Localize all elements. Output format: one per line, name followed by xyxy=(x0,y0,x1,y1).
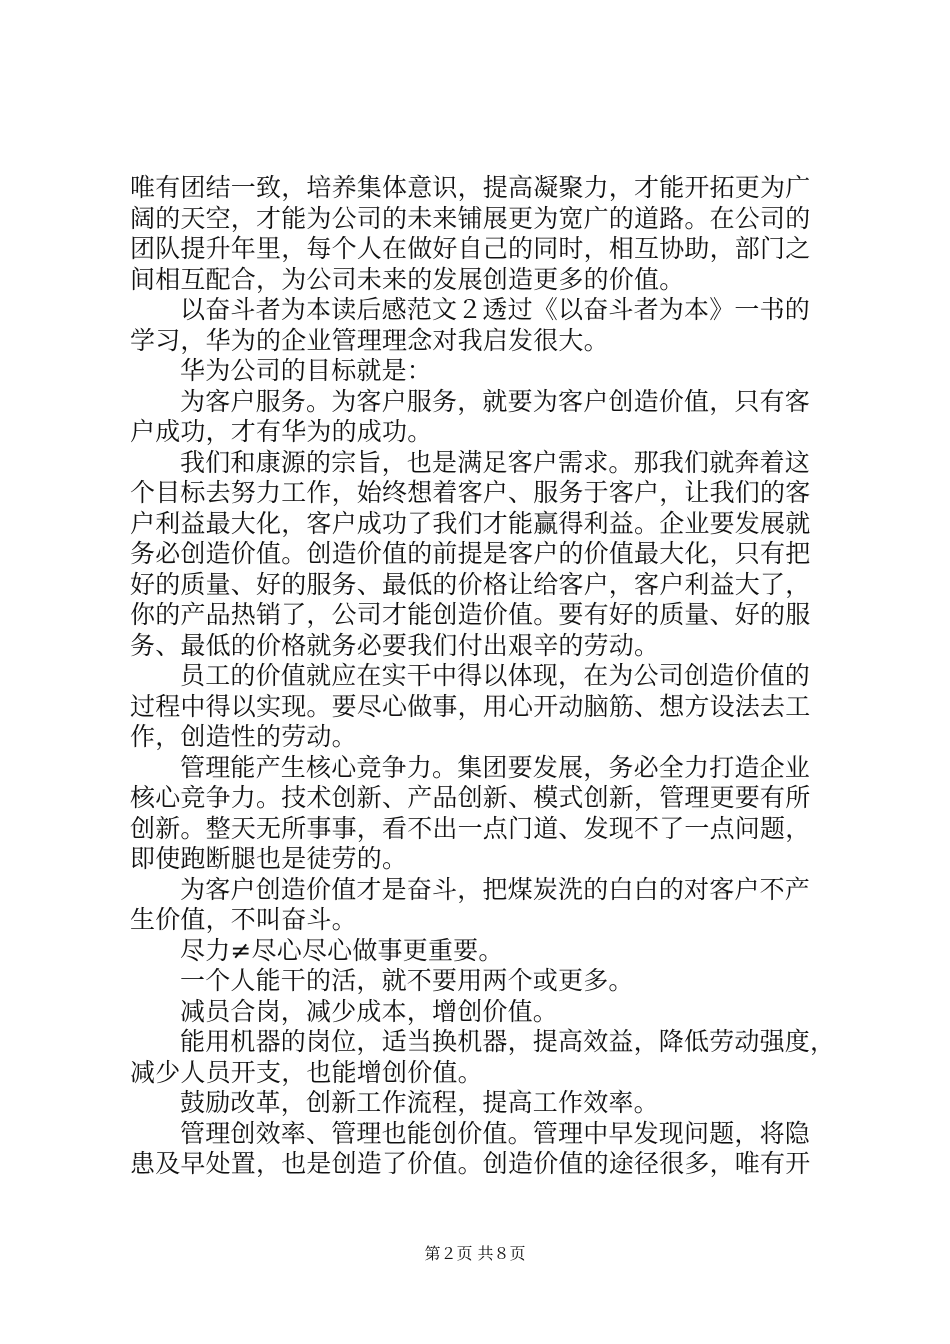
text-line: 为客户服务。为客户服务，就要为客户创造价值，只有客 xyxy=(180,386,811,416)
text-line: 过程中得以实现。要尽心做事，用心开动脑筋、想方设法去工 xyxy=(130,691,811,721)
text-line: 间相互配合，为公司未来的发展创造更多的价值。 xyxy=(130,264,685,294)
text-line: 阔的天空，才能为公司的未来铺展更为宽广的道路。在公司的 xyxy=(130,203,811,233)
text-line: 鼓励改革，创新工作流程，提高工作效率。 xyxy=(180,1088,659,1117)
text-line: 管理创效率、管理也能创价值。管理中早发现问题，将隐 xyxy=(180,1118,811,1148)
text-line: 唯有团结一致，培养集体意识，提高凝聚力，才能开拓更为广 xyxy=(130,173,811,202)
text-line: 创新。整天无所事事，看不出一点门道、发现不了一点问题， xyxy=(130,813,811,843)
text-line: 能用机器的岗位，适当换机器，提高效益，降低劳动强度， xyxy=(180,1027,836,1056)
text-line: 作，创造性的劳动。 xyxy=(130,722,357,751)
text-line: 华为公司的目标就是： xyxy=(180,356,433,385)
text-line: 员工的价值就应在实干中得以体现，在为公司创造价值的 xyxy=(180,661,811,690)
text-line: 务、最低的价格就务必要我们付出艰辛的劳动。 xyxy=(130,630,660,660)
text-line: 户利益最大化，客户成功了我们才能赢得利益。企业要发展就 xyxy=(130,508,811,538)
text-line: 学习，华为的企业管理理念对我启发很大。 xyxy=(130,325,609,355)
text-line: 为客户创造价值才是奋斗，把煤炭洗的白白的对客户不产 xyxy=(180,874,811,904)
page-footer: 第２页 共８页 xyxy=(424,1244,526,1263)
text-line: 一个人能干的活，就不要用两个或更多。 xyxy=(180,966,634,995)
text-line: 管理能产生核心竞争力。集团要发展，务必全力打造企业 xyxy=(180,752,811,782)
text-line: 以奋斗者为本读后感范文２透过《以奋斗者为本》一书的 xyxy=(180,295,811,324)
text-line: 户成功，才有华为的成功。 xyxy=(130,417,433,446)
text-line: 好的质量、好的服务、最低的价格让给客户，客户利益大了， xyxy=(130,569,811,599)
text-line: 减员合岗，减少成本，增创价值。 xyxy=(180,996,559,1026)
text-line: 我们和康源的宗旨，也是满足客户需求。那我们就奔着这 xyxy=(180,447,811,477)
text-line: 你的产品热销了，公司才能创造价值。要有好的质量、好的服 xyxy=(130,600,811,629)
text-line: 务必创造价值。创造价值的前提是客户的价值最大化，只有把 xyxy=(130,539,811,568)
document-body xyxy=(130,173,836,1180)
text-line: 个目标去努力工作，始终想着客户、服务于客户，让我们的客 xyxy=(130,478,811,507)
text-line: 团队提升年里，每个人在做好自己的同时，相互协助，部门之 xyxy=(130,234,811,263)
text-line: 尽力≠尽心尽心做事更重要。 xyxy=(180,935,504,965)
text-line: 减少人员开支，也能增创价值。 xyxy=(130,1057,483,1087)
text-line: 患及早处置，也是创造了价值。创造价值的途径很多，唯有开 xyxy=(130,1149,811,1178)
text-line: 生价值，不叫奋斗。 xyxy=(130,905,357,934)
text-line: 核心竞争力。技术创新、产品创新、模式创新，管理更要有所 xyxy=(130,783,811,812)
text-line: 即使跑断腿也是徒劳的。 xyxy=(130,844,408,873)
